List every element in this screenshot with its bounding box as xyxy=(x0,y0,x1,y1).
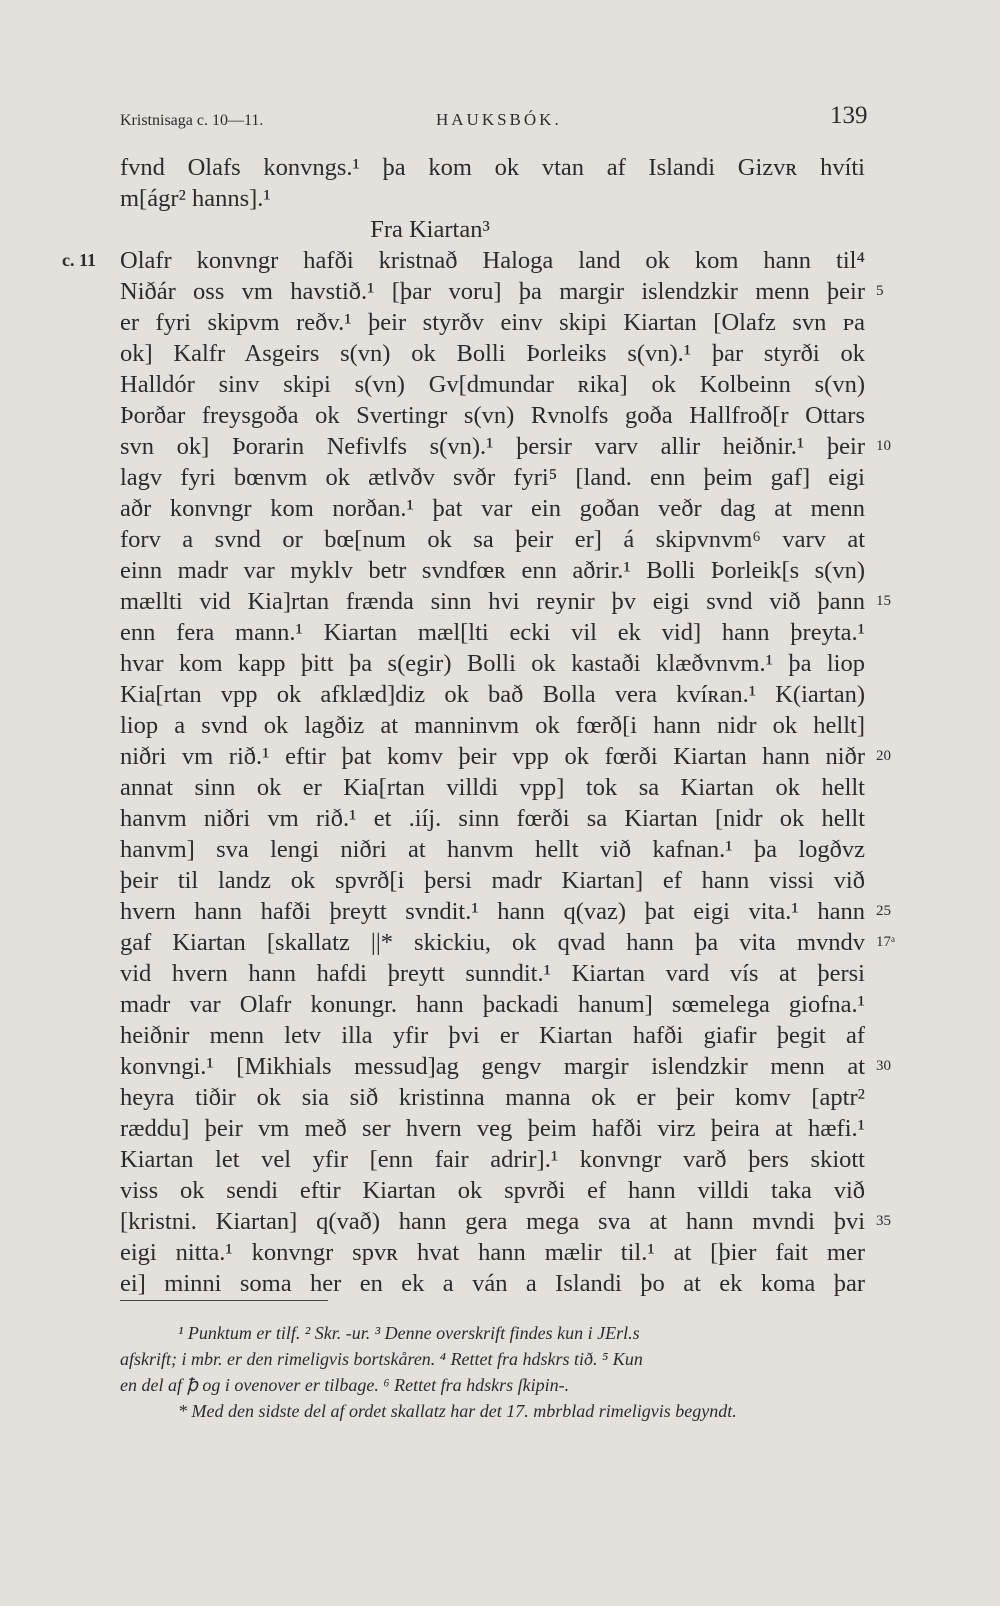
text-line: Olafr konvngr hafði kristnað Haloga land ok kom hann til⁴ xyxy=(120,247,865,274)
text-line: heyra tiðir ok sia sið kristinna manna ok er þeir komv [aptr² xyxy=(120,1084,865,1111)
text-line: er fyri skipvm reðv.¹ þeir styrðv einv skipi Kiartan [Olafz svn ᴘa xyxy=(120,309,865,336)
text-line: hanvm] sva lengi niðri at hanvm hellt við kafnan.¹ þa logðvz xyxy=(120,836,865,863)
page-number: 139 xyxy=(830,102,868,129)
text-line: Kiartan let vel yfir [enn fair adrir].¹ konvngr varð þers skiott xyxy=(120,1146,865,1173)
text-line: ok] Kalfr Asgeirs s(vn) ok Bolli Þorleiks s(vn).¹ þar styrði ok xyxy=(120,340,865,367)
footnote-line: * Med den sidste del af ordet skallatz har det 17. mbrblad rimeligvis begyndt. xyxy=(178,1401,737,1421)
line-number: 35 xyxy=(876,1213,891,1229)
text-line: aðr konvngr kom norðan.¹ þat var ein goðan veðr dag at menn xyxy=(120,495,865,522)
line-number: 25 xyxy=(876,903,891,919)
text-line: heiðnir menn letv illa yfir þvi er Kiartan hafði giafir þegit af xyxy=(120,1022,865,1049)
line-number: 20 xyxy=(876,748,891,764)
text-line: Kia[rtan vpp ok afklæd]diz ok bað Bolla vera kvíʀan.¹ K(iartan) xyxy=(120,681,865,708)
text-line: hvern hann hafði þreytt svndit.¹ hann q(vaz) þat eigi vita.¹ hann xyxy=(120,898,865,925)
footnote-divider xyxy=(120,1300,328,1301)
text-line: [kristni. Kiartan] q(vað) hann gera mega sva at hann mvndi þvi xyxy=(120,1208,865,1235)
text-line: hvar kom kapp þitt þa s(egir) Bolli ok kastaði klæðvnvm.¹ þa liop xyxy=(120,650,865,677)
text-line: gaf Kiartan [skallatz ||* skickiu, ok qvad hann þa vita mvndv xyxy=(120,929,865,956)
text-line: lagv fyri bœnvm ok ætlvðv svðr fyri⁵ [land. enn þeim gaf] eigi xyxy=(120,464,865,491)
chapter-margin-note: c. 11 xyxy=(62,250,96,270)
footnote-line: ¹ Punktum er tilf. ² Skr. -ur. ³ Denne overskrift findes kun i JErl.s xyxy=(178,1323,640,1343)
text-line: svn ok] Þorarin Nefivlfs s(vn).¹ þersir varv allir heiðnir.¹ þeir xyxy=(120,433,865,460)
line-number: 30 xyxy=(876,1058,891,1074)
text-line: niðri vm rið.¹ eftir þat komv þeir vpp ok fœrði Kiartan hann niðr xyxy=(120,743,865,770)
text-line: konvngi.¹ [Mikhials messud]ag gengv margir islendzkir menn at xyxy=(120,1053,865,1080)
footnote-line: en del af ꝥ og i ovenover er tilbage. ⁶ Rettet fra hdskrs ſkipin-. xyxy=(120,1375,570,1395)
text-line: Niðár oss vm havstið.¹ [þar voru] þa margir islendzkir menn þeir xyxy=(120,278,865,305)
folio-marker: 17ᵃ xyxy=(876,934,896,950)
text-line: enn fera mann.¹ Kiartan mæl[lti ecki vil ek vid] hann þreyta.¹ xyxy=(120,619,865,646)
text-line: einn madr var myklv betr svndfœʀ enn aðrir.¹ Bolli Þorleik[s s(vn) xyxy=(120,557,865,584)
text-line: þeir til landz ok spvrð[i þersi madr Kiartan] ef hann vissi við xyxy=(120,867,865,894)
text-line: eigi nitta.¹ konvngr spvʀ hvat hann mælir til.¹ at [þier fait mer xyxy=(120,1239,865,1266)
section-reference: Kristnisaga c. 10—11. xyxy=(120,112,264,129)
text-line: viss ok sendi eftir Kiartan ok spvrði ef hann villdi taka við xyxy=(120,1177,865,1204)
text-line: ei] minni soma her en ek a ván a Islandi þo at ek koma þar xyxy=(120,1270,865,1297)
running-header xyxy=(0,100,1000,140)
text-line: Halldór sinv skipi s(vn) Gv[dmundar ʀika] ok Kolbeinn s(vn) xyxy=(120,371,865,398)
text-line: mællti vid Kia]rtan frænda sinn hvi reynir þv eigi svnd við þann xyxy=(120,588,865,615)
section-heading: Fra Kiartan³ xyxy=(370,216,490,243)
text-line: m[ágr² hanns].¹ xyxy=(120,185,271,212)
text-line: ræddu] þeir vm með ser hvern veg þeim hafði virz þeira at hæfi.¹ xyxy=(120,1115,865,1142)
text-line: fvnd Olafs konvngs.¹ þa kom ok vtan af Islandi Gizvʀ hvíti xyxy=(120,154,865,181)
text-line: vid hvern hann hafdi þreytt sunndit.¹ Kiartan vard vís at þersi xyxy=(120,960,865,987)
text-line: hanvm niðri vm rið.¹ et .iíj. sinn fœrði sa Kiartan [nidr ok hellt xyxy=(120,805,865,832)
text-line: forv a svnd or bœ[num ok sa þeir er] á skipvnvm⁶ varv at xyxy=(120,526,865,553)
line-number: 15 xyxy=(876,593,891,609)
text-line: madr var Olafr konungr. hann þackadi hanum] sœmelega giofna.¹ xyxy=(120,991,865,1018)
text-line: liop a svnd ok lagðiz at manninvm ok fœrð[i hann nidr ok hellt] xyxy=(120,712,865,739)
text-line: Þorðar freysgoða ok Svertingr s(vn) Rvnolfs goða Hallfroð[r Ottars xyxy=(120,402,865,429)
line-number: 5 xyxy=(876,283,884,299)
line-number: 10 xyxy=(876,438,891,454)
book-title: HAUKSBÓK. xyxy=(436,110,562,129)
footnote-line: afskrift; i mbr. er den rimeligvis bortskåren. ⁴ Rettet fra hdskrs tið. ⁵ Kun xyxy=(120,1349,643,1369)
text-line: annat sinn ok er Kia[rtan villdi vpp] tok sa Kiartan ok hellt xyxy=(120,774,865,801)
